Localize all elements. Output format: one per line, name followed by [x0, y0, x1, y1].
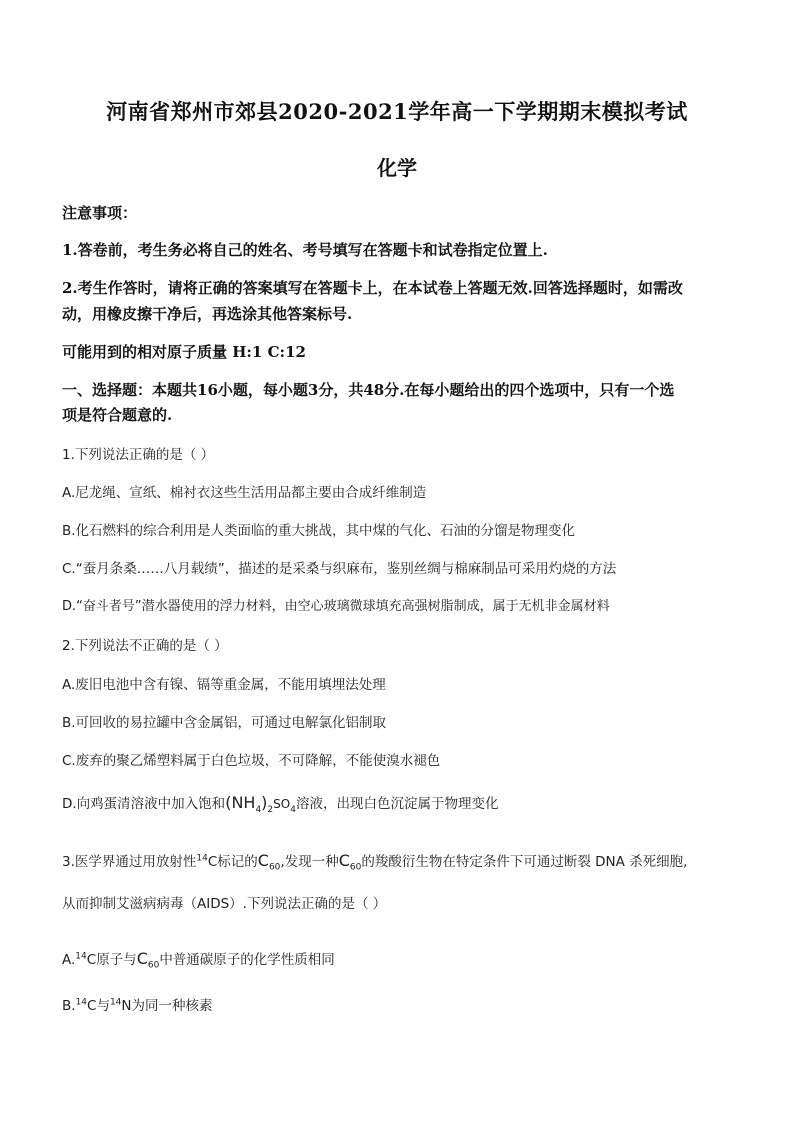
q2-option-d — [62, 792, 744, 815]
note-item-1: 1.答卷前，考生务必将自己的姓名、考号填写在答题卡和试卷指定位置上. — [62, 241, 548, 259]
subject-title: 化学 — [377, 156, 417, 180]
q1-option-b: B.化石燃料的综合利用是人类面临的重大挑战，其中煤的气化、石油的分馏是物理变化 — [62, 523, 576, 539]
note-item-2-line-2: 动，用橡皮擦干净后，再选涂其他答案标号. — [62, 305, 353, 323]
q1-stem: 1.下列说法正确的是（ ） — [62, 447, 215, 463]
q2-option-a: A.废旧电池中含有镍、镉等重金属，不能用填埋法处理 — [62, 677, 386, 693]
q2-option-d-suffix: 溶液，出现白色沉淀属于物理变化 — [295, 796, 499, 812]
q2-option-c: C.废弃的聚乙烯塑料属于白色垃圾，不可降解，不能使溴水褪色 — [62, 753, 441, 769]
q3-option-a: A.$^{14}$C原子与$C_{60}$中普通碳原子的化学性质相同 — [62, 949, 335, 971]
notes-heading: 注意事项： — [62, 204, 138, 222]
atomic-mass-note: 可能用到的相对原子质量 H:1 C:12 — [62, 343, 306, 361]
q3-option-b: B.$^{14}$C与$^{14}$N为同一种核素 — [62, 997, 213, 1014]
q1-option-d: D.“奋斗者号”潜水器使用的浮力材料，由空心玻璃微球填充高强树脂制成，属于无机非金属材料 — [62, 599, 610, 614]
q3-stem-line-1: 3.医学界通过用放射性$^{14}$C标记的$C_{60}$,发现一种$C_{60}$的羧酸衍生物在特定条件下可通过断裂 DNA 杀死细胞, — [62, 851, 688, 873]
note-item-2-line-1: 2.考生作答时，请将正确的答案填写在答题卡上，在本试卷上答题无效.回答选择题时，如需改 — [62, 279, 683, 297]
section-heading-line-2: 项是符合题意的. — [62, 406, 173, 424]
exam-title: 河南省郑州市郊县2020-2021学年高一下学期期末模拟考试 — [106, 99, 688, 124]
section-heading-line-1: 一、选择题：本题共16小题，每小题3分，共48分.在每小题给出的四个选项中，只有一个选 — [62, 381, 675, 399]
q2-option-d-prefix: D.向鸡蛋清溶液中加入饱和 — [62, 796, 226, 812]
ammonium-sulfate-formula: $(NH_4)_2SO_4$ — [225, 793, 296, 816]
q2-option-b: B.可回收的易拉罐中含金属铝，可通过电解氯化铝制取 — [62, 715, 387, 731]
q2-stem: 2.下列说法不正确的是（ ） — [62, 638, 228, 654]
q3-stem-line-2: 从而抑制艾滋病病毒（AIDS）.下列说法正确的是（ ） — [62, 896, 387, 912]
q1-option-a: A.尼龙绳、宣纸、棉衬衣这些生活用品都主要由合成纤维制造 — [62, 485, 427, 501]
q1-option-c: C.“蚕月条桑……八月载绩”，描述的是采桑与织麻布，鉴别丝绸与棉麻制品可采用灼烧的方法 — [62, 561, 617, 577]
